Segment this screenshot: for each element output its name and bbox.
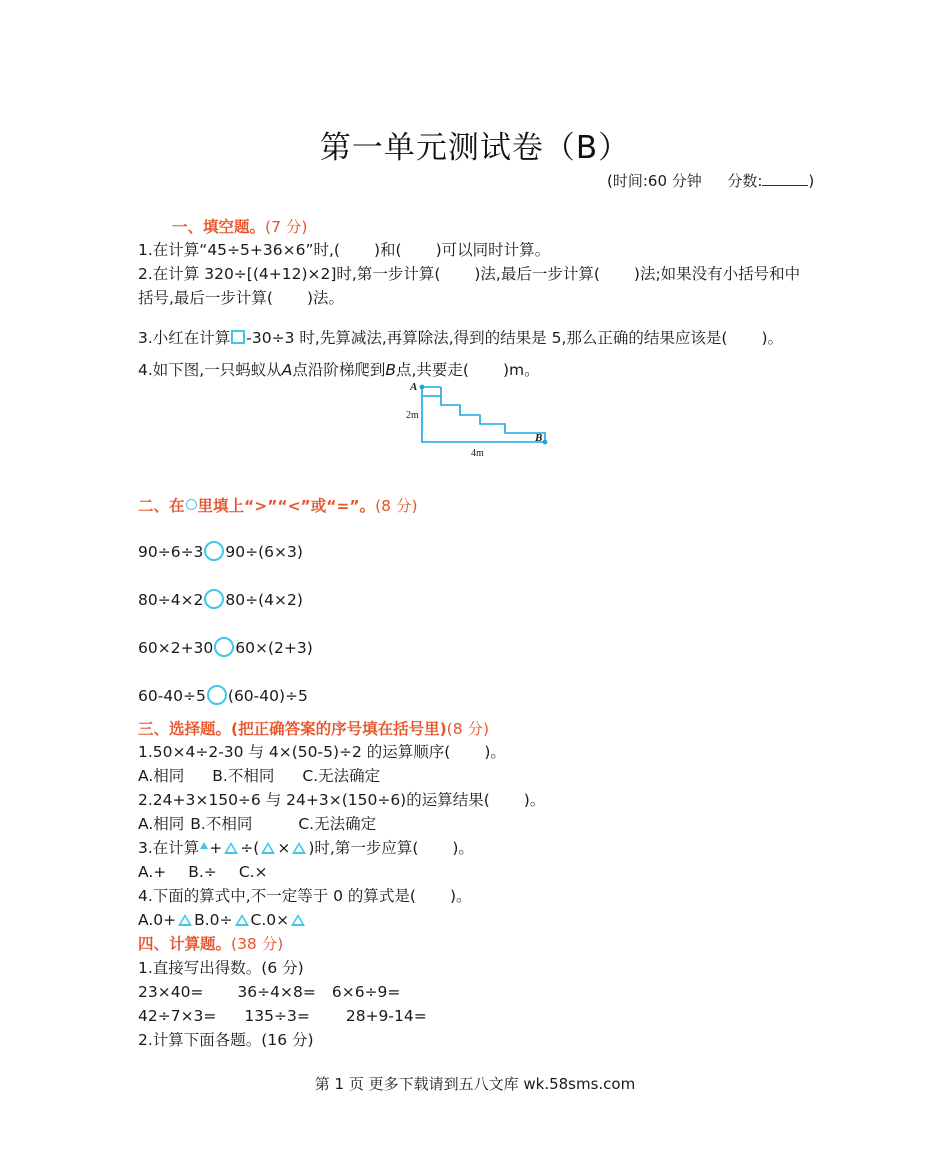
score-label: 分数: bbox=[727, 172, 763, 190]
circle-icon bbox=[186, 499, 197, 510]
option-b[interactable]: B.÷ bbox=[188, 863, 217, 881]
s3-options-1 bbox=[138, 766, 380, 786]
s3-question-1: 1.50×4÷2-30 与 4×(50-5)÷2 的运算顺序( )。 bbox=[138, 743, 506, 761]
section-1-heading: 一、填空题。(7 分) bbox=[172, 218, 308, 236]
height-label: 2m bbox=[406, 410, 419, 421]
triangle-icon bbox=[235, 914, 249, 926]
score-blank bbox=[762, 171, 808, 186]
compare-circle[interactable] bbox=[214, 637, 234, 657]
option-c[interactable]: C.0× bbox=[250, 911, 290, 929]
triangle-icon bbox=[224, 842, 238, 854]
section-3-heading: 三、选择题。(把正确答案的序号填在括号里)(8 分) bbox=[138, 720, 490, 738]
s3-question-2: 2.24+3×150÷6 与 24+3×(150÷6)的运算结果( )。 bbox=[138, 791, 546, 809]
compare-row: 60-40÷5 (60-40)÷5 bbox=[138, 687, 308, 705]
triangle-icon bbox=[291, 914, 305, 926]
staircase-figure bbox=[400, 378, 560, 464]
s1-question-3: 3.小红在计算 -30÷3 时,先算减法,再算除法,得到的结果是 5,那么正确的结果应该是( )。 bbox=[138, 329, 783, 347]
calc-row bbox=[138, 982, 400, 1002]
option-a[interactable]: A.0+ bbox=[138, 911, 177, 929]
option-a[interactable]: A.+ bbox=[138, 863, 167, 881]
s1-question-1: 1.在计算“45÷5+36×6”时,( )和( )可以同时计算。 bbox=[138, 241, 551, 259]
s3-options-2 bbox=[138, 814, 376, 834]
s3-options-4 bbox=[138, 910, 307, 930]
s4-question-2: 2.计算下面各题。(16 分) bbox=[138, 1031, 314, 1049]
calc-item: 42÷7×3= bbox=[138, 1007, 217, 1025]
calc-row bbox=[138, 1006, 427, 1026]
page-title: 第一单元测试卷（B） bbox=[319, 130, 631, 166]
triangle-icon bbox=[178, 914, 192, 926]
compare-row: 80÷4×2 80÷(4×2) bbox=[138, 591, 303, 609]
point-b-label: B bbox=[535, 432, 543, 444]
section-2-heading: 二、在 里填上“>”“<”或“=”。(8 分) bbox=[138, 497, 418, 515]
calc-item: 6×6÷9= bbox=[331, 983, 401, 1001]
calc-item: 28+9-14= bbox=[345, 1007, 427, 1025]
option-c[interactable]: C.无法确定 bbox=[302, 767, 381, 785]
compare-row: 90÷6÷3 90÷(6×3) bbox=[138, 543, 303, 561]
triangle-icon bbox=[261, 842, 275, 854]
s1-question-2-cont: 括号,最后一步计算( )法。 bbox=[138, 289, 345, 307]
point-a-dot bbox=[420, 385, 425, 390]
s1-question-4: 4.如下图,一只蚂蚁从A点沿阶梯爬到B点,共要走( )m。 bbox=[138, 361, 540, 379]
section-4-heading: 四、计算题。(38 分) bbox=[138, 935, 284, 953]
triangle-icon bbox=[200, 842, 208, 849]
option-b[interactable]: B.不相同 bbox=[212, 767, 275, 785]
option-c[interactable]: C.× bbox=[238, 863, 268, 881]
s3-question-4: 4.下面的算式中,不一定等于 0 的算式是( )。 bbox=[138, 887, 472, 905]
option-a[interactable]: A.相同 bbox=[138, 767, 185, 785]
square-box-icon bbox=[231, 330, 245, 344]
calc-item: 23×40= bbox=[138, 983, 204, 1001]
option-a[interactable]: A.相同 bbox=[138, 815, 185, 833]
exam-meta: (时间:60 分钟 分数: ) bbox=[607, 172, 815, 190]
compare-row: 60×2+30 60×(2+3) bbox=[138, 639, 313, 657]
s4-question-1: 1.直接写出得数。(6 分) bbox=[138, 959, 304, 977]
compare-circle[interactable] bbox=[204, 541, 224, 561]
s1-question-2: 2.在计算 320÷[(4+12)×2]时,第一步计算( )法,最后一步计算( )法;如果没有小括号和中 bbox=[138, 265, 801, 283]
point-a-label: A bbox=[410, 381, 418, 393]
triangle-icon bbox=[292, 842, 306, 854]
s3-question-3: 3.在计算 + ÷( × )时,第一步应算( )。 bbox=[138, 839, 474, 857]
width-label: 4m bbox=[471, 448, 484, 459]
page-footer: 第 1 页 更多下载请到五八文库 wk.58sms.com bbox=[314, 1075, 636, 1093]
s3-options-3 bbox=[138, 862, 268, 882]
time-label: (时间:60 分钟 bbox=[607, 172, 702, 190]
compare-circle[interactable] bbox=[204, 589, 224, 609]
option-b[interactable]: B.不相同 bbox=[190, 815, 253, 833]
calc-item: 36÷4×8= bbox=[237, 983, 316, 1001]
option-c[interactable]: C.无法确定 bbox=[298, 815, 377, 833]
calc-item: 135÷3= bbox=[244, 1007, 310, 1025]
compare-circle[interactable] bbox=[207, 685, 227, 705]
point-b-dot bbox=[543, 440, 548, 445]
option-b[interactable]: B.0÷ bbox=[194, 911, 233, 929]
